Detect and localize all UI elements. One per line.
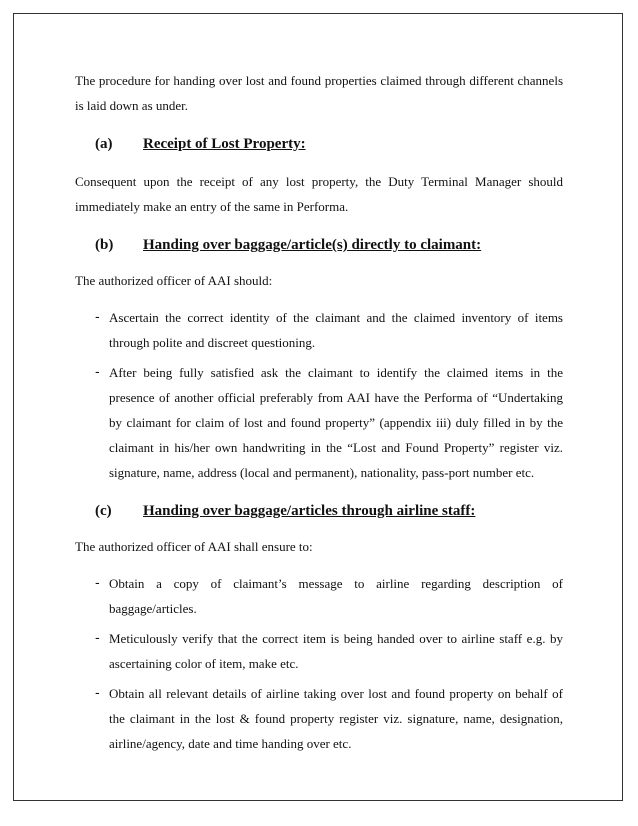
section-c-text: The authorized officer of AAI shall ensure to: — [75, 539, 313, 554]
section-title: Handing over baggage/article(s) directly to claimant: — [143, 237, 482, 253]
section-title: Receipt of Lost Property: — [143, 136, 306, 152]
section-c-list — [75, 571, 563, 756]
section-b-heading — [95, 237, 563, 254]
section-c-heading — [95, 503, 563, 520]
dash-bullet-icon: - — [95, 631, 100, 646]
section-label: (b) — [95, 237, 114, 253]
section-a-heading — [95, 136, 563, 153]
dash-bullet-icon: - — [95, 576, 100, 591]
dash-bullet-icon: - — [95, 686, 100, 701]
section-title: Handing over baggage/articles through airline staff: — [143, 503, 476, 519]
list-item: - Obtain a copy of claimant’s message to airline regarding description of baggage/articles. — [75, 571, 563, 621]
list-item: - After being fully satisfied ask the claimant to identify the claimed items in the presence of another official preferably from AAI have the Performa of “Undertaking by claimant for claim of lost and found property” (appendix iii) duly filled in by the claimant in his/her own handwriting in the “Lost and Found Property” register viz. signature, name, address (local and permanent), nationality, pass-port number etc. — [75, 360, 563, 485]
list-item: - Meticulously verify that the correct item is being handed over to airline staff e.g. by ascertaining color of item, make etc. — [75, 626, 563, 676]
dash-bullet-icon: - — [95, 365, 100, 380]
section-b-list — [75, 305, 563, 485]
section-a-text: Consequent upon the receipt of any lost property, the Duty Terminal Manager should immediately make an entry of the same in Performa. — [75, 174, 563, 214]
list-item: - Obtain all relevant details of airline taking over lost and found property on behalf of the claimant in the lost & found property register viz. signature, name, designation, airline/agency, date and time handing over etc. — [75, 681, 563, 756]
list-item: - Ascertain the correct identity of the claimant and the claimed inventory of items through polite and discreet questioning. — [75, 305, 563, 355]
section-label: (c) — [95, 503, 112, 519]
section-label: (a) — [95, 136, 113, 152]
dash-bullet-icon: - — [95, 310, 100, 325]
section-b-text: The authorized officer of AAI should: — [75, 273, 273, 288]
intro-paragraph: The procedure for handing over lost and found properties claimed through different channels is laid down as under. — [75, 73, 563, 113]
document-body — [75, 68, 563, 756]
